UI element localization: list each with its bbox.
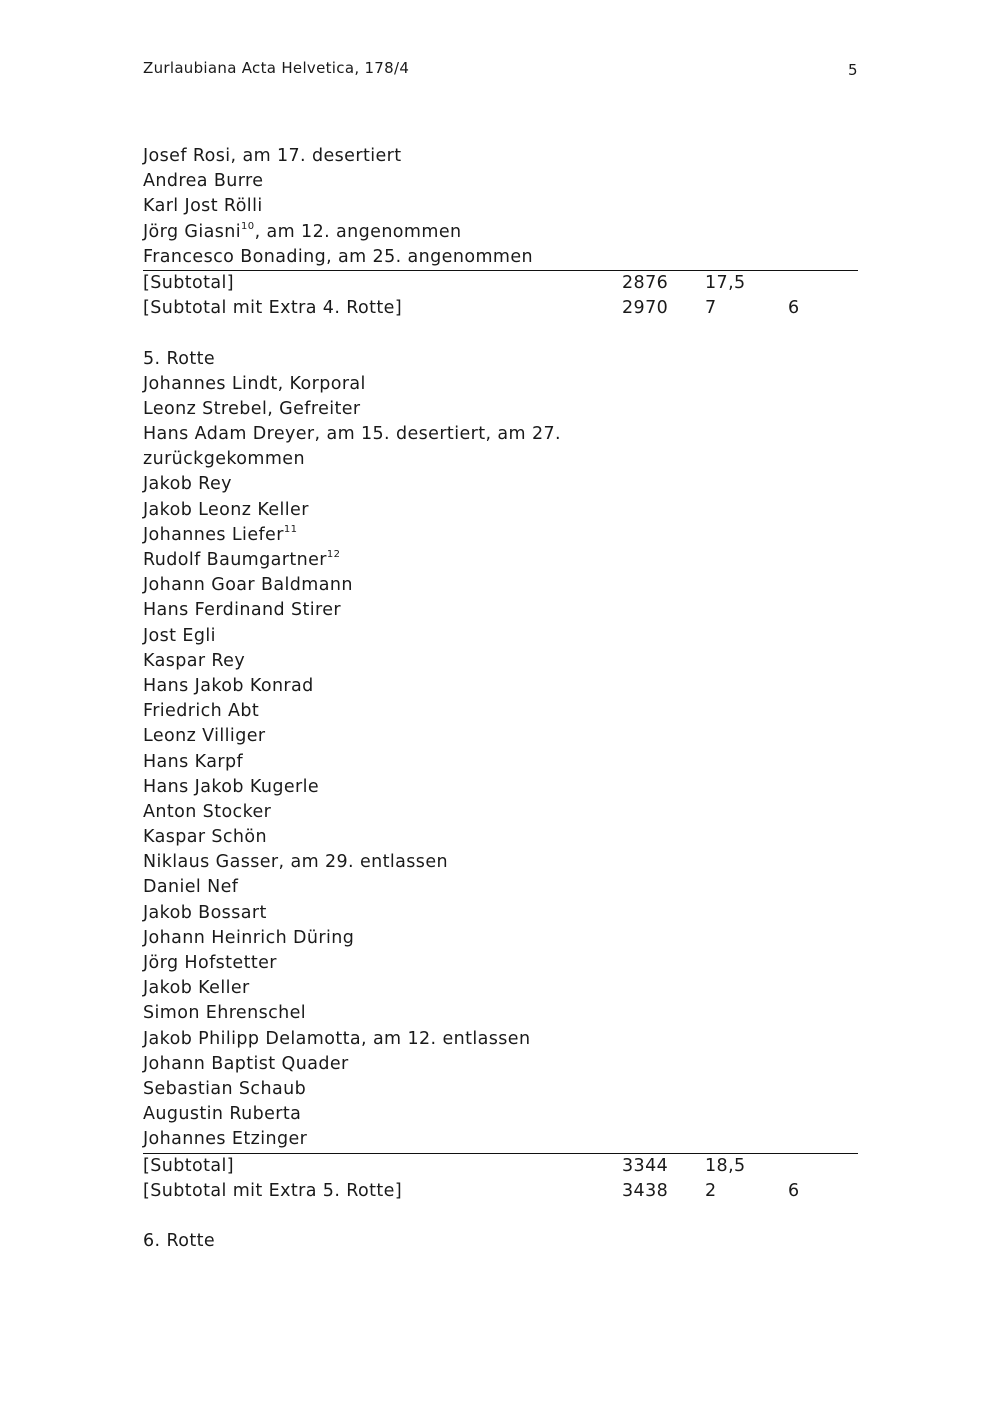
subtotal-label: [Subtotal] (143, 1155, 234, 1176)
list-item: Johann Heinrich Düring (143, 927, 355, 948)
section-heading: 5. Rotte (143, 348, 216, 369)
list-item: Anton Stocker (143, 801, 272, 822)
list-item: Leonz Villiger (143, 726, 266, 747)
list-item: Friedrich Abt (143, 701, 260, 722)
spacer (143, 1204, 858, 1229)
list-item: Johann Baptist Quader (143, 1053, 349, 1074)
list-item: Hans Ferdinand Stirer (143, 600, 341, 621)
spacer (143, 321, 858, 346)
list-item: Andrea Burre (143, 171, 264, 192)
list-item: Jakob Keller (143, 978, 250, 999)
list-item: Hans Adam Dreyer, am 15. desertiert, am 27. (143, 424, 561, 445)
list-item: Augustin Ruberta (143, 1104, 302, 1125)
document-body (143, 144, 858, 1254)
list-item: Jost Egli (143, 625, 216, 646)
list-item: Kaspar Rey (143, 650, 246, 671)
subtotal-value-3: 6 (788, 298, 800, 319)
list-item: Francesco Bonading, am 25. angenommen (143, 245, 858, 271)
list-item: Johannes Liefer$^{11}$ (143, 523, 298, 545)
subtotal-value-2: 7 (705, 298, 717, 319)
list-item: Simon Ehrenschel (143, 1003, 307, 1024)
running-title: Zurlaubiana Acta Helvetica, 178/4 (143, 59, 410, 77)
subtotal-row (143, 271, 858, 296)
subtotal-value-2: 2 (705, 1180, 717, 1201)
footnote-ref: 12 (326, 549, 341, 561)
list-item: Sebastian Schaub (143, 1078, 307, 1099)
list-item: Hans Jakob Konrad (143, 675, 314, 696)
page-number: 5 (848, 61, 858, 79)
subtotal-value-3: 6 (788, 1180, 800, 1201)
rotte-4-list (143, 144, 858, 271)
subtotal-value-1: 2970 (622, 298, 669, 319)
list-item: Jakob Rey (143, 474, 232, 495)
list-item: Jörg Hofstetter (143, 953, 277, 973)
list-item: Daniel Nef (143, 877, 239, 898)
footnote-ref: 11 (283, 523, 298, 535)
list-item: Jakob Leonz Keller (143, 499, 309, 520)
list-item: Leonz Strebel, Gefreiter (143, 398, 361, 419)
subtotal-row (143, 1154, 858, 1179)
section-heading: 6. Rotte (143, 1231, 216, 1252)
subtotal-label: [Subtotal mit Extra 4. Rotte] (143, 298, 403, 319)
footnote-ref: 10 (241, 220, 255, 232)
list-item: Hans Jakob Kugerle (143, 776, 320, 797)
subtotal-value-2: 18,5 (705, 1155, 746, 1176)
list-item: Niklaus Gasser, am 29. entlassen (143, 852, 448, 873)
subtotal-value-1: 3344 (622, 1155, 669, 1176)
list-item: zurückgekommen (143, 449, 305, 470)
list-item: Jörg Giasni$^{10}$, am 12. angenommen (143, 220, 462, 242)
list-item: Johannes Etzinger (143, 1127, 858, 1153)
subtotal-value-1: 3438 (622, 1180, 669, 1201)
subtotal-label: [Subtotal] (143, 272, 234, 293)
list-item: Jakob Bossart (143, 902, 267, 923)
subtotal-value-1: 2876 (622, 272, 669, 293)
list-item: Hans Karpf (143, 751, 244, 772)
subtotal-extra-row (143, 1179, 858, 1204)
list-item: Johannes Lindt, Korporal (143, 373, 366, 394)
list-item: Karl Jost Rölli (143, 196, 263, 217)
list-item: Johann Goar Baldmann (143, 575, 353, 596)
subtotal-extra-row (143, 296, 858, 321)
list-item: Rudolf Baumgartner$^{12}$ (143, 549, 341, 570)
subtotal-value-2: 17,5 (705, 272, 746, 293)
list-item: Josef Rosi, am 17. desertiert (143, 146, 402, 166)
rotte-5-list (143, 372, 858, 1154)
list-item: Kaspar Schön (143, 827, 268, 848)
list-item: Jakob Philipp Delamotta, am 12. entlassen (143, 1028, 531, 1049)
subtotal-label: [Subtotal mit Extra 5. Rotte] (143, 1180, 403, 1201)
